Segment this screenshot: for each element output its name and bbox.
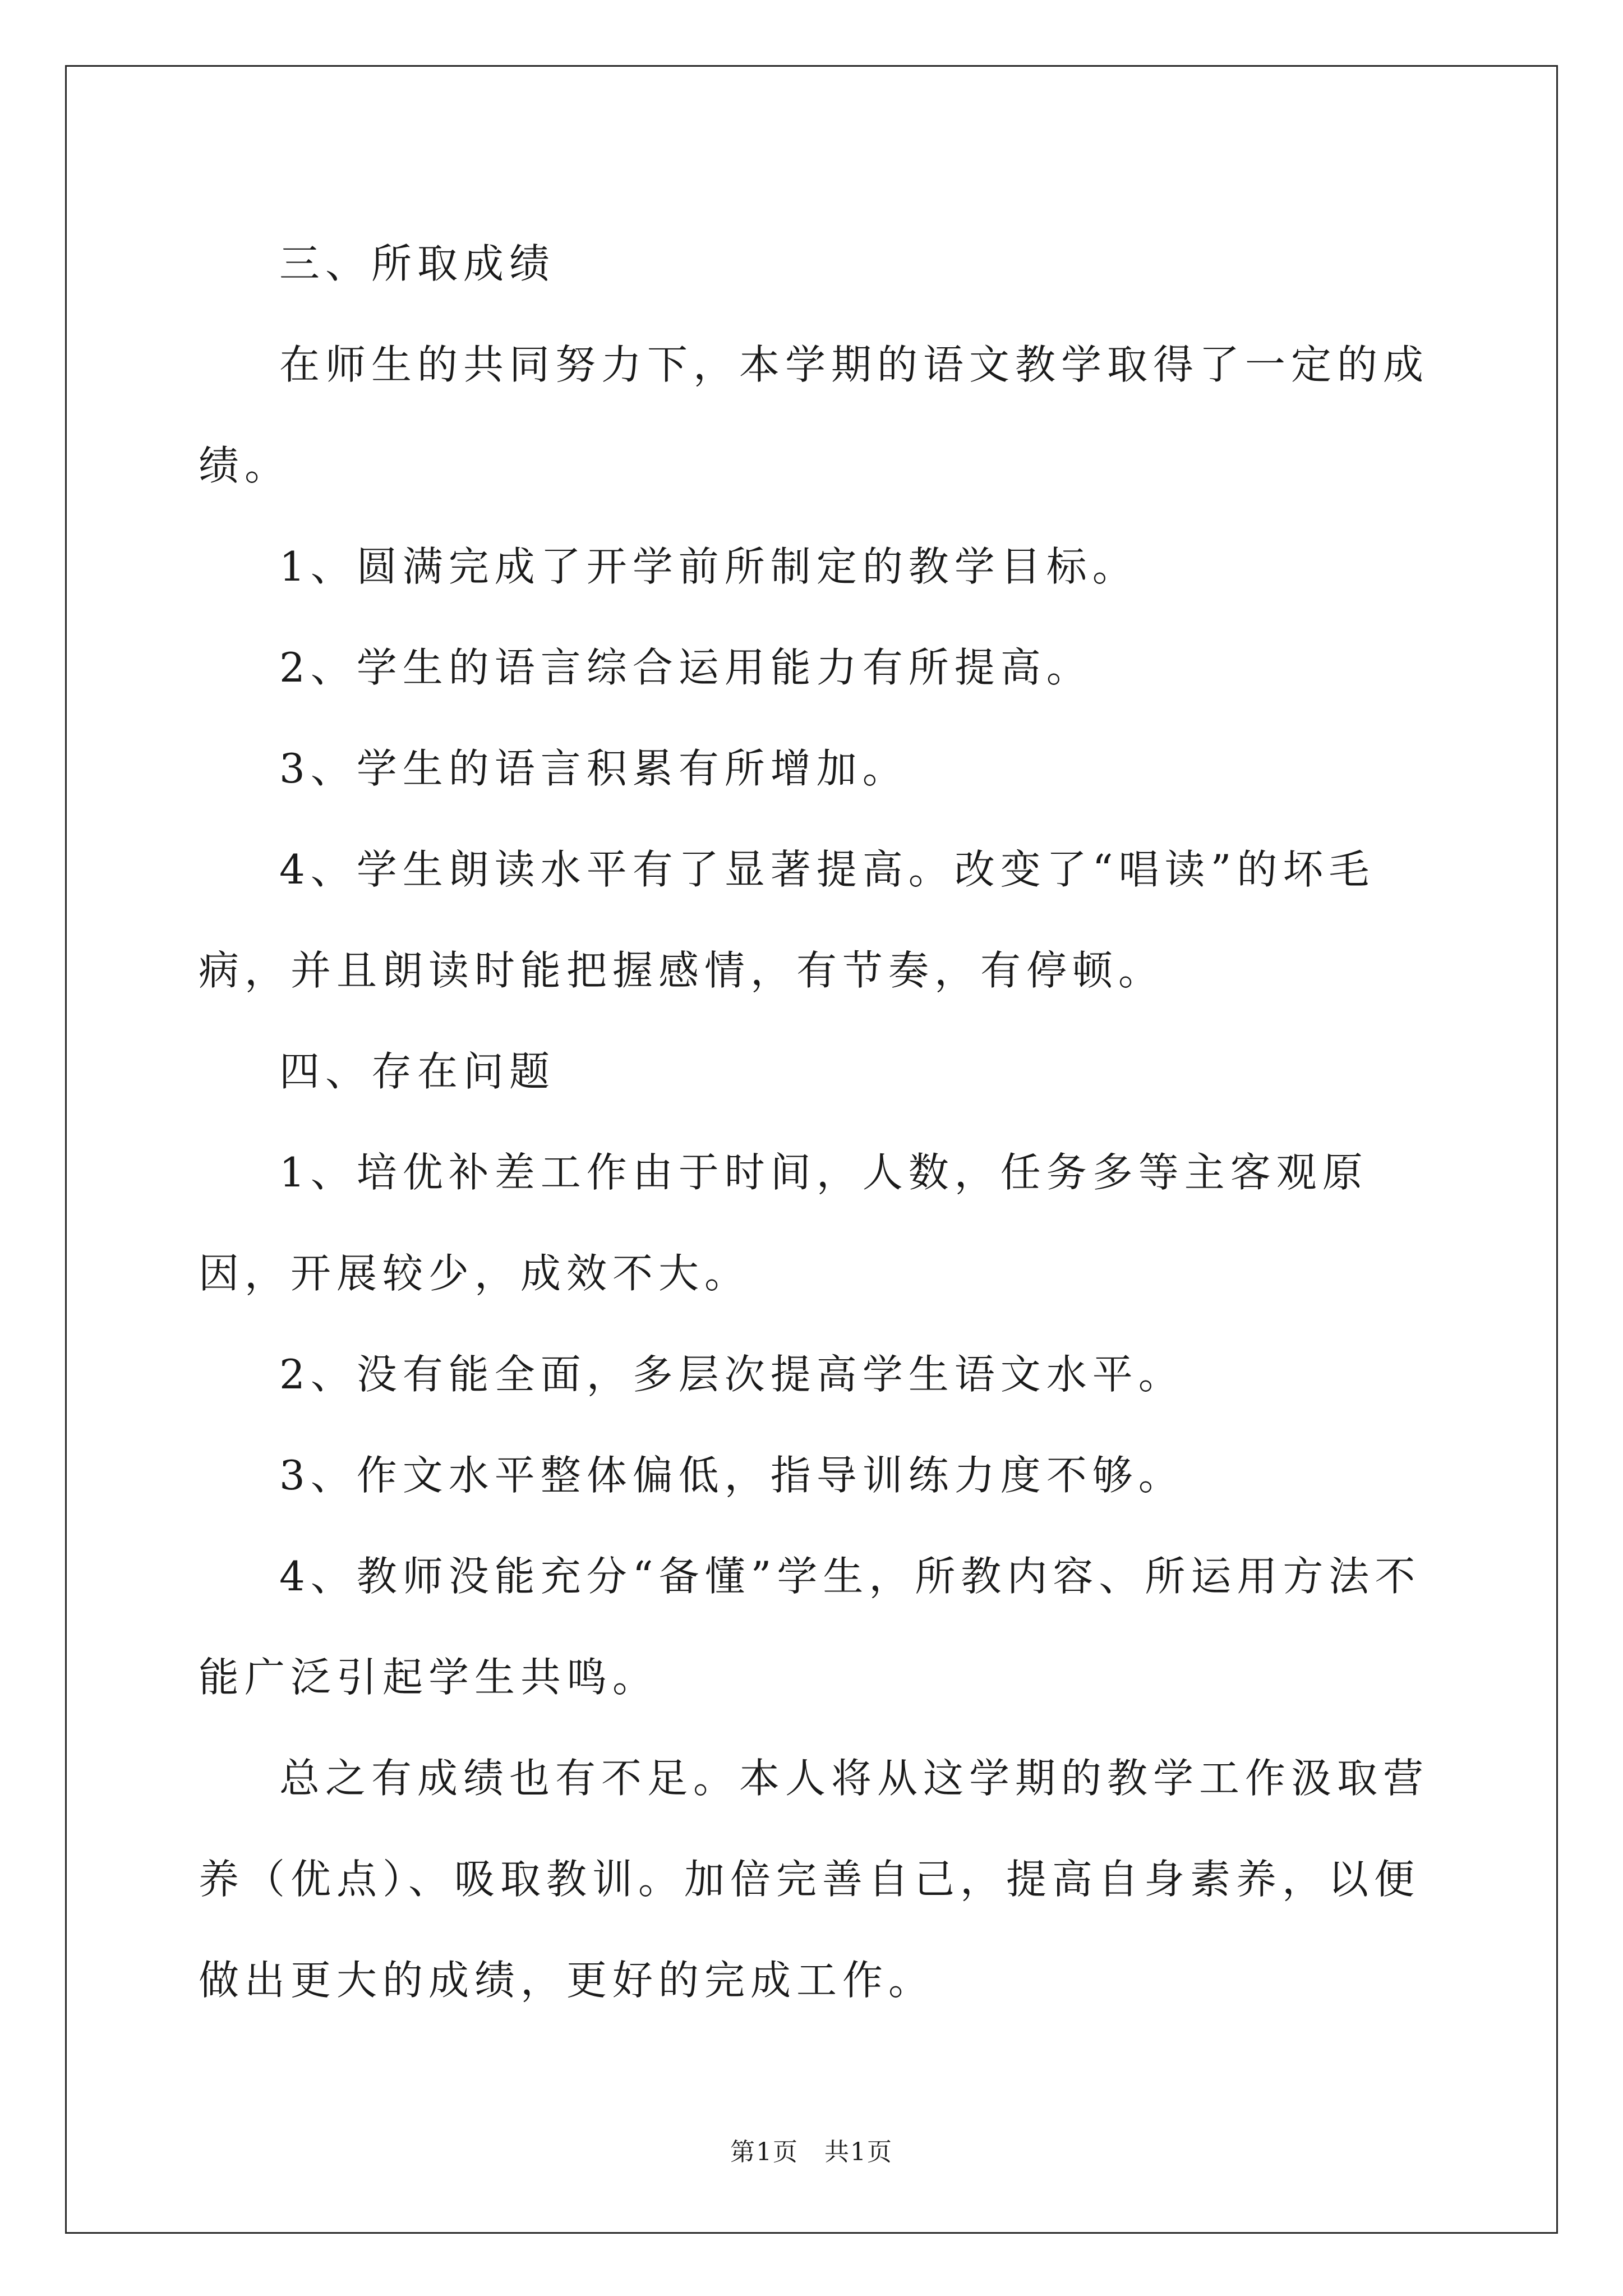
list-item-problem-2: 2、没有能全面，多层次提高学生语文水平。	[279, 1351, 1184, 1398]
page-number-footer: 第1页 共1页	[730, 2138, 893, 2166]
list-item-achievement-3: 3、学生的语言积累有所增加。	[279, 745, 909, 792]
list-item-problem-3: 3、作文水平整体偏低，指导训练力度不够。	[279, 1452, 1184, 1499]
list-item-problem-4: 4、教师没能充分“备懂”学生，所教内容、所运用方法不能广泛引起学生共鸣。	[199, 1553, 1421, 1701]
list-item-achievement-4: 4、学生朗读水平有了显著提高。改变了“唱读”的坏毛病，并且朗读时能把握感情，有节奏，有停顿。	[199, 846, 1375, 994]
list-item-achievement-1: 1、圆满完成了开学前所制定的教学目标。	[279, 543, 1138, 590]
list-item-achievement-2: 2、学生的语言综合运用能力有所提高。	[279, 644, 1092, 691]
section-heading-problems: 四、存在问题	[279, 1048, 556, 1095]
document-body	[199, 213, 1430, 2031]
paragraph-intro: 在师生的共同努力下，本学期的语文教学取得了一定的成绩。	[199, 341, 1430, 489]
section-heading-achievements: 三、所取成绩	[279, 240, 556, 287]
list-item-problem-1: 1、培优补差工作由于时间，人数，任务多等主客观原因，开展较少，成效不大。	[199, 1149, 1368, 1297]
paragraph-conclusion: 总之有成绩也有不足。本人将从这学期的教学工作汲取营养（优点）、吸取教训。加倍完善自己，提高自身素养，以便做出更大的成绩，更好的完成工作。	[199, 1755, 1430, 2004]
